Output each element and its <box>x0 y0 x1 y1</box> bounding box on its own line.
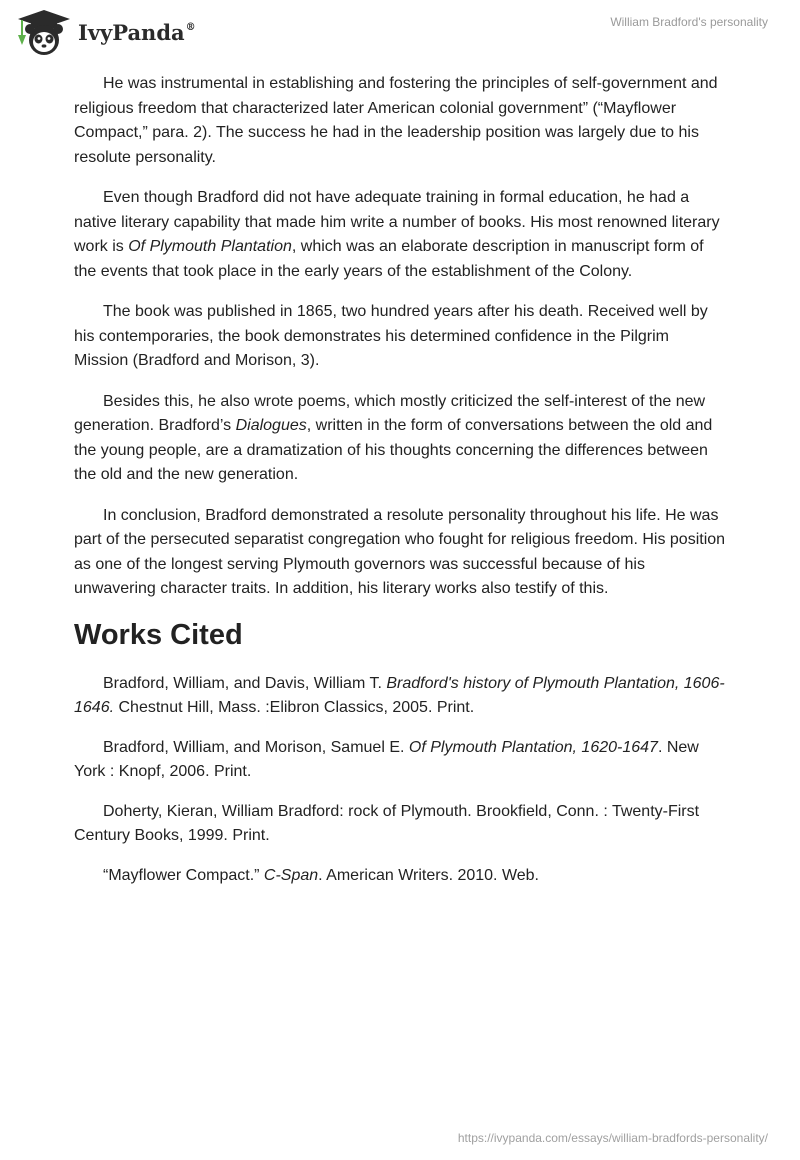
paragraph: In conclusion, Bradford demonstrated a resolute personality throughout his life. He was part of the persecuted separatist congregation who fought for religious freedom. His position as one of the longest serving Plymouth governors was successful because of his unwavering character traits. In addition, his literary works also testify of this. <box>74 506 726 597</box>
essay-body <box>74 72 726 904</box>
citation-entry: Doherty, Kieran, William Bradford: rock of Plymouth. Brookfield, Conn. : Twenty-First Century Books, 1999. Print. <box>74 802 700 844</box>
paragraph: Besides this, he also wrote poems, which mostly criticized the self-interest of the new generation. Bradford’s Dialogues, written in the form of conversations between the old and the young people, are a dramatization of his thoughts concerning the differences between the old and the new generation. <box>74 392 713 483</box>
works-cited-heading: Works Cited <box>74 618 243 651</box>
source-url-link[interactable]: https://ivypanda.com/essays/william-bradfords-personality/ <box>457 1131 768 1145</box>
citation-entry: Bradford, William, and Morison, Samuel E. Of Plymouth Plantation, 1620-1647. New York : Knopf, 2006. Print. <box>74 738 699 780</box>
brand-name: IvyPanda® <box>78 20 196 45</box>
panda-graduate-icon <box>14 7 74 57</box>
ivypanda-logo[interactable] <box>14 7 194 57</box>
paragraph: He was instrumental in establishing and fostering the principles of self-government and religious freedom that characterized later American colonial government” (“Mayflower Compact,” para. 2). The success he had in the leadership position was largely due to his resolute personality. <box>74 75 718 166</box>
book-title: Of Plymouth Plantation <box>128 238 292 255</box>
citation-entry: Bradford, William, and Davis, William T. Bradford's history of Plymouth Plantation, 1606-1646. Chestnut Hill, Mass. :Elibron Classics, 2005. Print. <box>74 674 725 716</box>
document-title: William Bradford's personality <box>610 15 768 29</box>
paragraph: Even though Bradford did not have adequate training in formal education, he had a native literary capability that made him write a number of books. His most renowned literary work is Of Plymouth Plantation, which was an elaborate description in manuscript form of the events that took place in the early years of the establishment of the Colony. <box>74 189 720 280</box>
citation-entry: “Mayflower Compact.” C-Span. American Writers. 2010. Web. <box>103 866 539 884</box>
work-title: Dialogues <box>235 417 307 434</box>
page-header <box>0 0 800 64</box>
paragraph: The book was published in 1865, two hundred years after his death. Received well by his contemporaries, the book demonstrates his determined confidence in the Pilgrim Mission (Bradford and Morison, 3). <box>74 303 708 369</box>
